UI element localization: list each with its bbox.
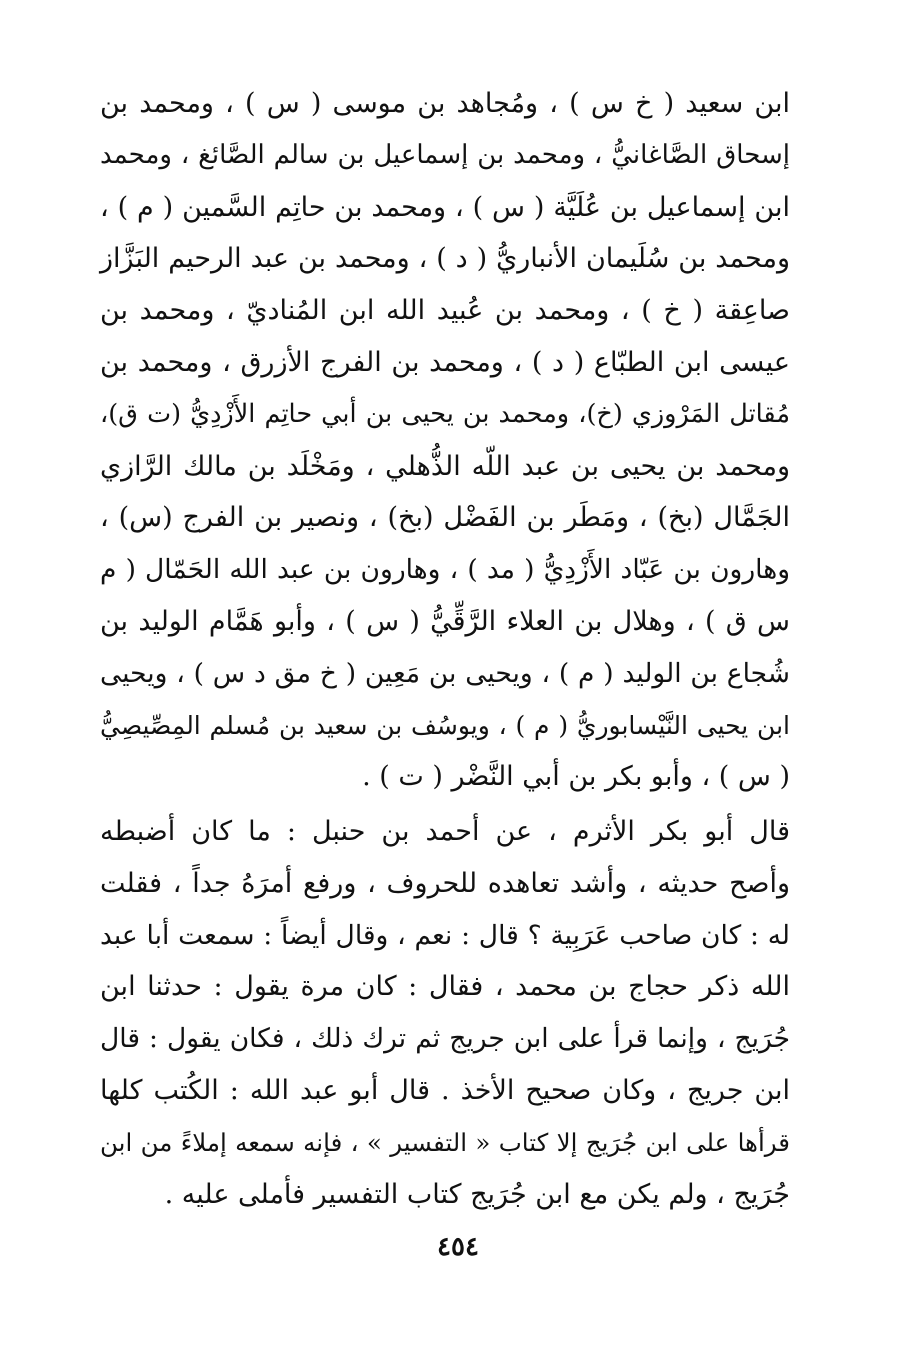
text-line: وأصح حديثه ، وأشد تعاهده للحروف ، ورفع أمرَهُ جداً ، فقلت — [100, 867, 790, 899]
text-line: الله ذكر حجاج بن محمد ، فقال : كان مرة يقول : حدثنا ابن — [100, 971, 790, 1003]
text-line: ابن إسماعيل بن عُلَيَّة ( س ) ، ومحمد بن حاتِم السَّمين ( م ) ، — [100, 191, 790, 223]
text-line: مُقاتل المَرْوزي (خ)، ومحمد بن يحيى بن أبي حاتِم الأَزْدِيُّ (ت ق)، — [100, 398, 790, 429]
text-line: وهارون بن عَبّاد الأَزْدِيُّ ( مد ) ، وهارون بن عبد الله الحَمّال ( م — [100, 554, 790, 586]
text-line: قرأها على ابن جُرَيج إلا كتاب « التفسير » ، فإنه سمعه إملاءً من ابن — [100, 1127, 790, 1157]
paragraph-athram-quote — [100, 806, 790, 1220]
text-line: جُرَيج ، ولم يكن مع ابن جُرَيج كتاب التفسير فأملى عليه . — [164, 1178, 790, 1210]
text-line: ابن يحيى النَّيْسابوريُّ ( م ) ، ويوسُف بن سعيد بن مُسلم المِصِّيصِيُّ — [100, 710, 790, 740]
text-line: له : كان صاحب عَرَبِية ؟ قال : نعم ، وقال أيضاً : سمعت أبا عبد — [100, 919, 790, 951]
text-line: صاعِقة ( خ ) ، ومحمد بن عُبيد الله ابن المُناديّ ، ومحمد بن — [100, 295, 790, 327]
text-line: ( س ) ، وأبو بكر بن أبي النَّضْر ( ت ) . — [362, 761, 790, 793]
text-line: ومحمد بن سُلَيمان الأنباريُّ ( د ) ، ومحمد بن عبد الرحيم البَزَّاز — [100, 243, 790, 275]
text-line: ابن جريج ، وكان صحيح الأخذ . قال أبو عبد الله : الكُتب كلها — [100, 1074, 790, 1106]
text-line: س ق ) ، وهلال بن العلاء الرَّقِّيُّ ( س ) ، وأبو هَمَّام الوليد بن — [100, 605, 790, 637]
paragraph-narrators-list — [100, 78, 790, 803]
text-line: قال أبو بكر الأثرم ، عن أحمد بن حنبل : ما كان أضبطه — [100, 816, 790, 847]
text-line: ابن سعيد ( خ س ) ، ومُجاهد بن موسى ( س ) ، ومحمد بن — [100, 88, 790, 119]
text-line: جُرَيج ، وإنما قرأ على ابن جريج ثم ترك ذلك ، فكان يقول : قال — [100, 1023, 790, 1055]
text-line: عيسى ابن الطبّاع ( د ) ، ومحمد بن الفرج الأزرق ، ومحمد بن — [100, 346, 790, 378]
page-number: ٤٥٤ — [437, 1232, 479, 1262]
text-line: شُجاع بن الوليد ( م ) ، ويحيى بن مَعِين ( خ مق د س ) ، ويحيى — [100, 657, 790, 689]
text-line: إسحاق الصَّاغانيُّ ، ومحمد بن إسماعيل بن سالم الصَّائغ ، ومحمد — [100, 139, 790, 170]
text-line: الجَمَّال (بخ) ، ومَطَر بن الفَضْل (بخ) ، ونصير بن الفرج (س) ، — [100, 502, 790, 534]
text-line: ومحمد بن يحيى بن عبد اللّه الذُّهلي ، ومَخْلَد بن مالك الرَّازي — [100, 450, 790, 482]
